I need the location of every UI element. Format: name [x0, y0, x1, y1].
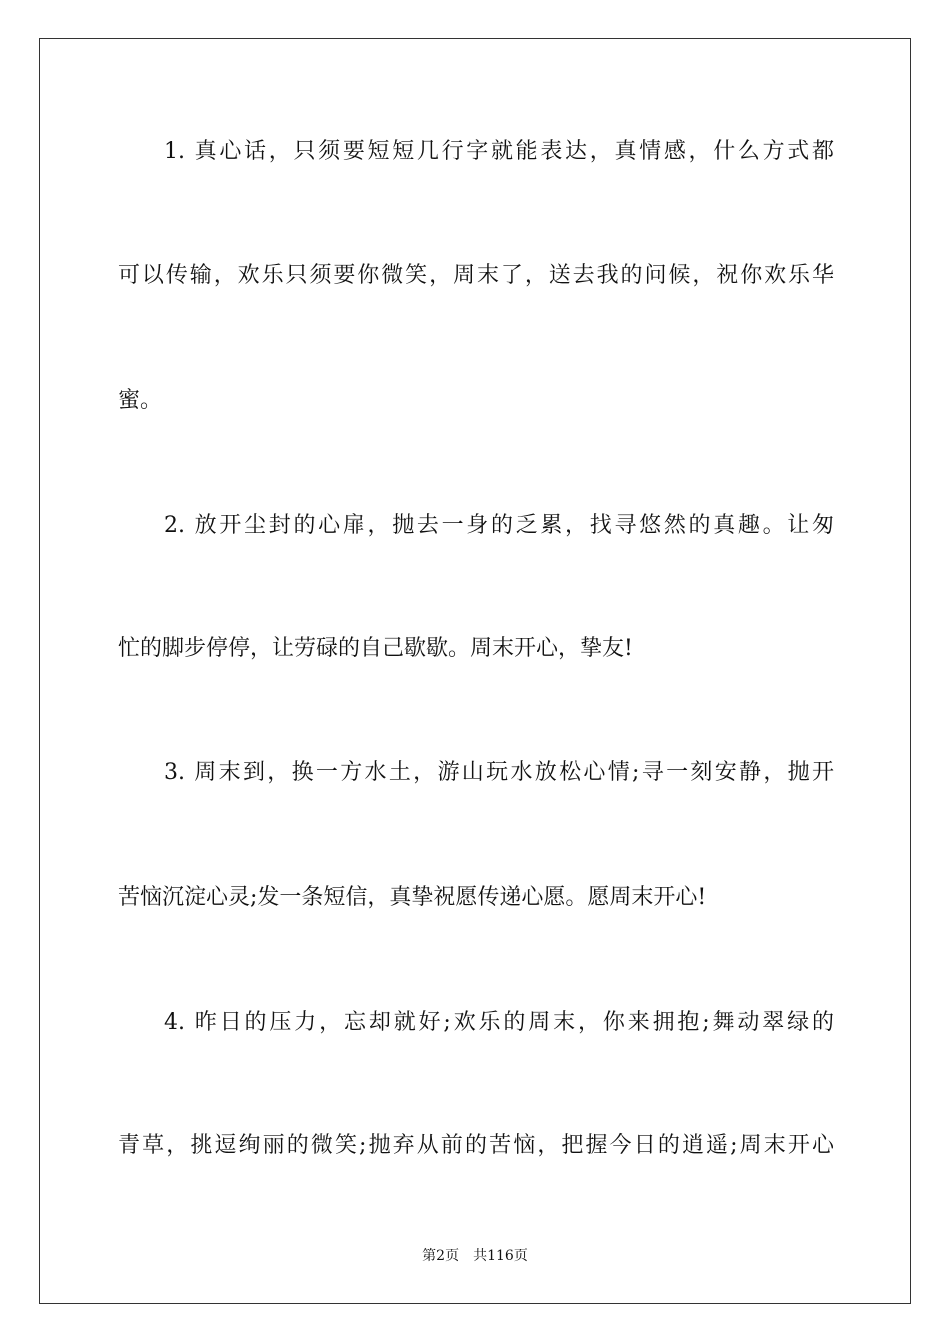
paragraph-3-line-1: 3. 周末到，换一方水土，游山玩水放松心情;寻一刻安静，抛开	[164, 760, 834, 785]
page-footer	[0, 1246, 950, 1266]
paragraph-2-line-1: 2. 放开尘封的心扉，抛去一身的乏累，找寻悠然的真趣。让匆	[164, 513, 834, 538]
paragraph-3-line-2: 苦恼沉淀心灵;发一条短信，真挚祝愿传递心愿。愿周末开心!	[118, 885, 707, 910]
paragraph-1-line-2: 可以传输，欢乐只须要你微笑，周末了，送去我的问候，祝你欢乐华	[118, 263, 834, 288]
paragraph-4-line-2: 青草，挑逗绚丽的微笑;抛弃从前的苦恼，把握今日的逍遥;周末开心	[118, 1133, 834, 1158]
paragraph-2-line-2: 忙的脚步停停，让劳碌的自己歇歇。周末开心，挚友!	[118, 636, 633, 661]
paragraph-1-line-3: 蜜。	[118, 388, 163, 413]
page-frame	[39, 38, 911, 1304]
page-number: 第2页	[422, 1248, 460, 1264]
page-total: 共116页	[473, 1248, 528, 1264]
paragraph-4-line-1: 4. 昨日的压力，忘却就好;欢乐的周末，你来拥抱;舞动翠绿的	[164, 1010, 834, 1035]
paragraph-1-line-1: 1. 真心话，只须要短短几行字就能表达，真情感，什么方式都	[164, 139, 834, 164]
